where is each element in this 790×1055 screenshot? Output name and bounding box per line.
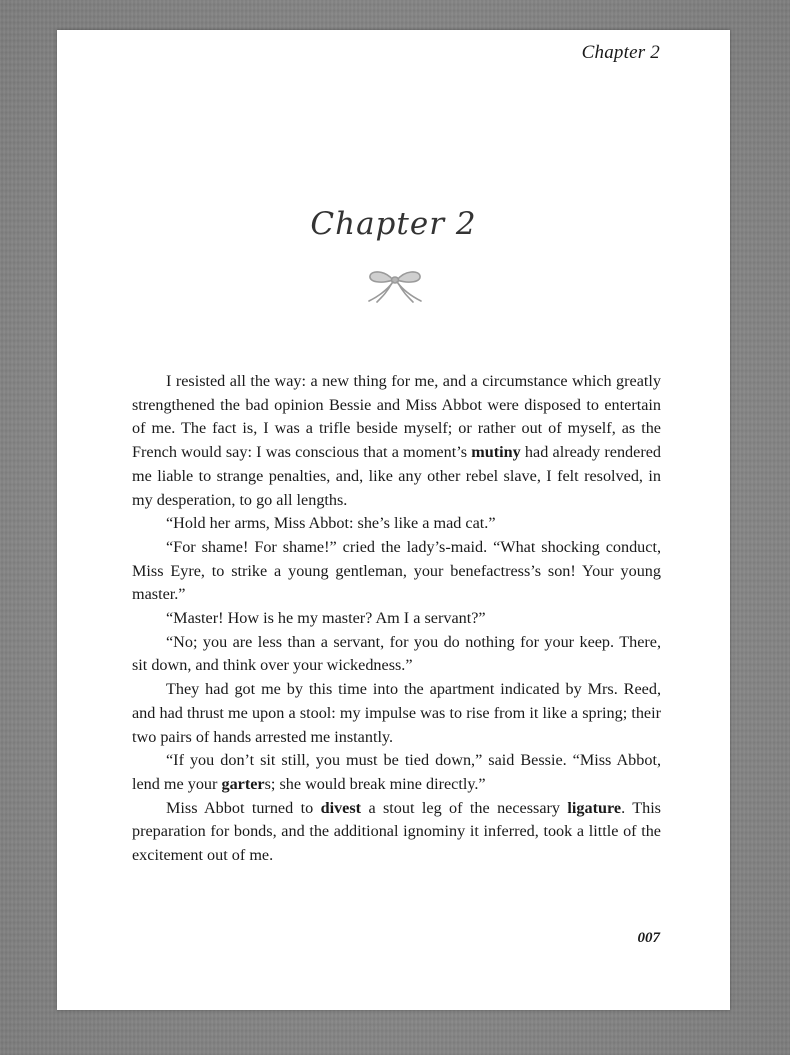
vocabulary-term: garter [221,774,265,793]
book-page [57,30,730,1010]
vocabulary-term: mutiny [471,443,521,462]
paragraph [132,512,661,536]
text-run: “For shame! For shame!” cried the lady’s-maid. “What shocking conduct, Miss Eyre, to strike a young gentleman, your benefactress’s son! Your young master.” [132,537,661,604]
paragraph [132,536,661,607]
running-head: Chapter 2 [581,42,660,63]
text-run: a stout leg of the necessary [361,798,568,817]
chapter-title: Chapter 2 [310,206,477,242]
paragraph [132,678,661,749]
text-run: . This preparation for bonds, and the additional ignominy it inferred, took a little of the excitement out of me. [132,798,661,865]
vocabulary-term: divest [320,798,362,817]
paragraph [132,797,661,868]
paragraph [132,631,661,678]
vocabulary-term: ligature [567,798,622,817]
paragraph [132,607,661,631]
bow-ornament-icon [365,266,425,306]
text-run: “If you don’t sit still, you must be tied down,” said Bessie. “Miss Abbot, lend me your [132,751,661,793]
text-run: “Master! How is he my master? Am I a servant?” [166,609,486,628]
text-run: s; she would break mine directly.” [264,774,486,793]
text-run: They had got me by this time into the apartment indicated by Mrs. Reed, and had thrust me upon a stool: my impulse was to rise from it like a spring; their two pairs of hands arrested me instantly. [132,680,661,746]
paragraph [132,749,661,796]
chapter-body-text [132,370,661,868]
paragraph [132,370,661,512]
text-run: Miss Abbot turned to [166,798,321,817]
text-run: “No; you are less than a servant, for you do nothing for your keep. There, sit down, and think over your wickedness.” [132,632,661,675]
text-run: had already rendered me liable to strange penalties, and, like any other rebel slave, I felt resolved, in my desperation, to go all lengths. [132,443,661,509]
text-run: “Hold her arms, Miss Abbot: she’s like a mad cat.” [166,514,496,533]
text-run: I resisted all the way: a new thing for me, and a circumstance which greatly strengthened the bad opinion Bessie and Miss Abbot were disposed to entertain of me. The fact is, I was a trifle beside myself; or rather out of myself, as the French would say: I was conscious that a moment’s [132,372,661,462]
page-number: 007 [637,930,660,946]
